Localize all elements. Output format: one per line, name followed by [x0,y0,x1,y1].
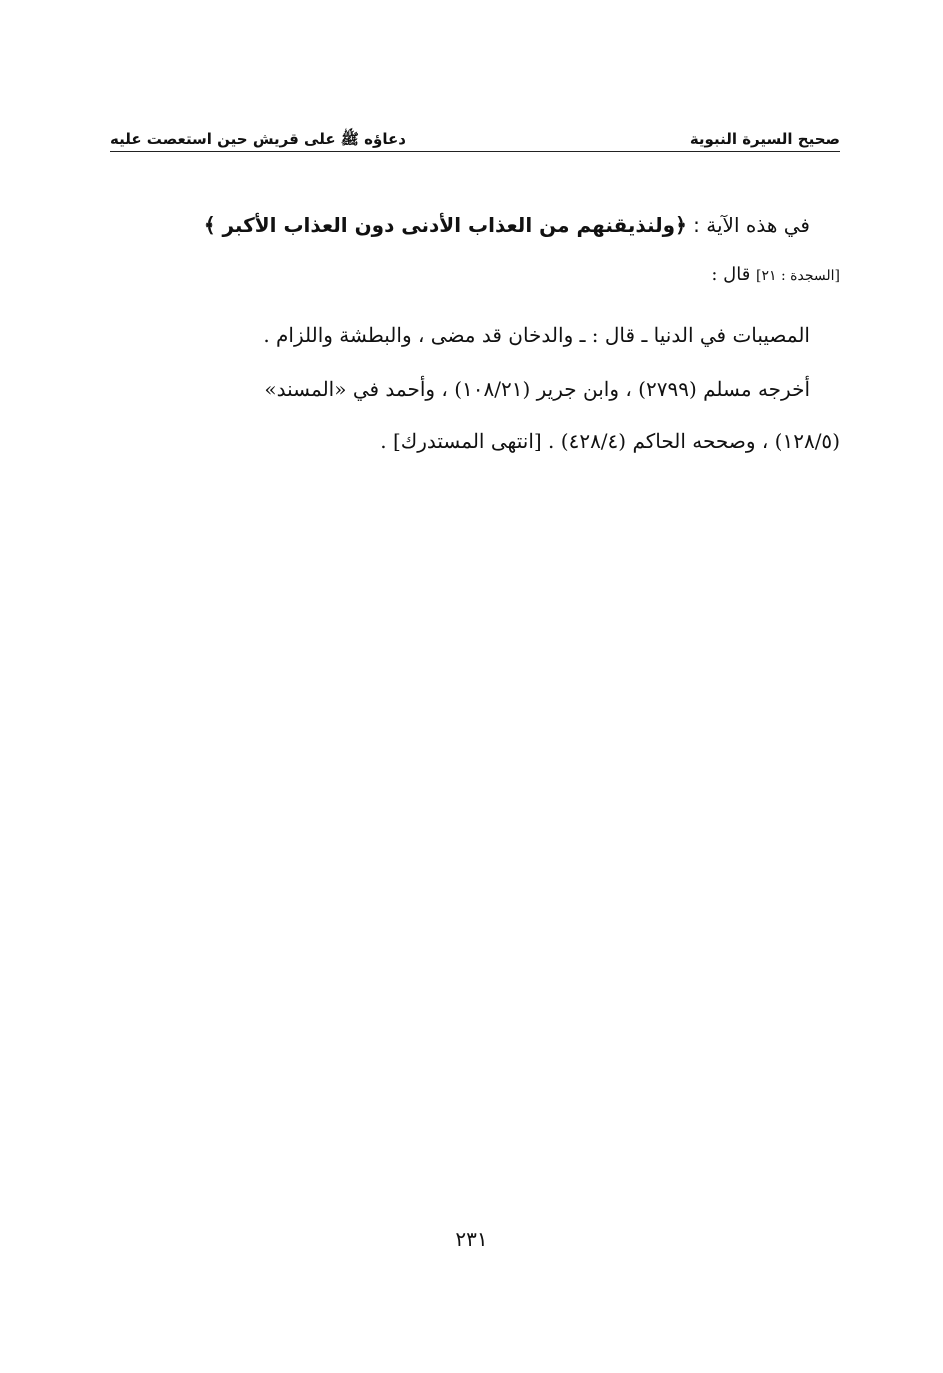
page-number: ٢٣١ [455,1227,488,1251]
chapter-title: دعاؤه ﷺ على قريش حين استعصت عليه [110,130,406,148]
verse-line [110,208,810,242]
header-divider [110,151,840,152]
text-line-3: (١٢٨/٥) ، وصححه الحاكم (٤٢٨/٤) . [انتهى المستدرك] . [380,429,840,453]
verse-reference: [السجدة : ٢١] [756,268,840,284]
reference-line [110,262,840,289]
text-line-1: المصيبات في الدنيا ـ قال : ـ والدخان قد مضى ، والبطشة واللزام . [263,323,810,347]
quran-verse: ﴿ولنذيقنهم من العذاب الأدنى دون العذاب الأكبر ﴾ [203,213,687,237]
running-header [110,115,840,149]
text-line-2: أخرجه مسلم (٢٧٩٩) ، وابن جرير (١٠٨/٢١) ، وأحمد في «المسند» [264,377,810,401]
qala-text: قال : [711,264,757,285]
verse-intro: في هذه الآية : [686,213,810,237]
book-title: صحيح السيرة النبوية [689,130,840,148]
